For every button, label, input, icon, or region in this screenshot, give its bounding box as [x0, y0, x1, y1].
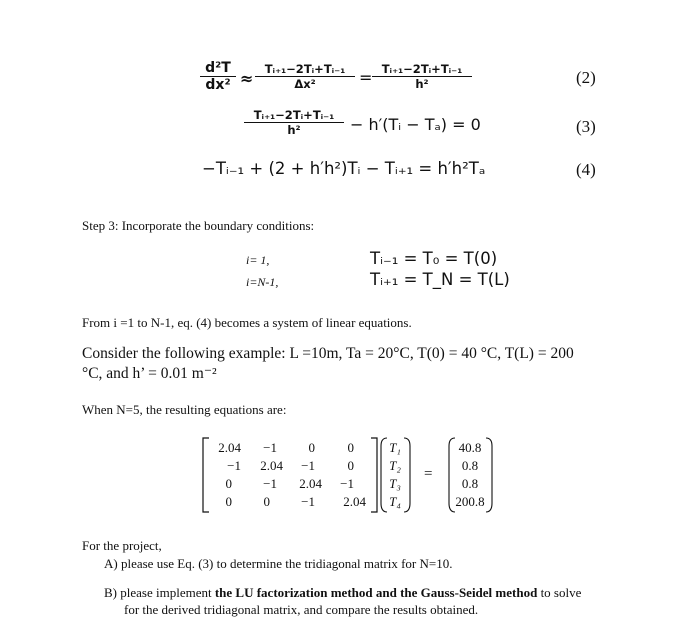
matrix-cell: −1	[340, 476, 354, 491]
eq2-number: (2)	[576, 68, 596, 87]
matrix-cell: −1	[263, 440, 277, 455]
matrix-cell: 0	[263, 494, 270, 509]
task-b-methods: the LU factorization method and the Gauss-Seidel method	[214, 585, 538, 600]
matrix-cell: 2.04	[299, 476, 322, 491]
eq4-expression: −Tᵢ₋₁ + (2 + h′h²)Tᵢ − Tᵢ₊₁ = h′h²Tₐ	[202, 159, 486, 178]
matrix-cell: 2.04	[260, 458, 283, 473]
rhs-entry: 0.8	[461, 476, 479, 491]
project-task-b-line2: for the derived tridiagonal matrix, and compare the results obtained.	[124, 602, 479, 617]
boundary-cond2-expr: Tᵢ₊₁ = T_N = T(L)	[370, 270, 510, 289]
matrix-cell: 0	[308, 440, 315, 455]
project-task-b-line1	[104, 585, 581, 601]
matrix-right-bracket	[371, 438, 377, 512]
matrix-cell: 0	[225, 476, 232, 491]
matrix-cell: −1	[227, 458, 241, 473]
example-line-1: Consider the following example: L =10m, Ta = 20°C, T(0) = 40 °C, T(L) = 200	[82, 345, 574, 362]
eq2-lhs-denominator: dx²	[200, 76, 236, 93]
eq2-equals-sign: =	[359, 68, 373, 87]
matrix-cell: 2.04	[218, 440, 241, 455]
eq2-lhs-numerator: d²T	[205, 60, 231, 76]
matrix-cell: −1	[301, 458, 315, 473]
variable-entry: T₁	[389, 440, 401, 455]
matrix-cell: 0	[225, 494, 232, 509]
boundary-cond2-label: i=N-1,	[246, 275, 279, 289]
task-b-suffix: to solve	[537, 585, 582, 600]
example-line-2: °C, and h’ = 0.01 m⁻²	[82, 365, 217, 382]
eq3-rest: − h′(Tᵢ − Tₐ) = 0	[350, 115, 481, 134]
rhs-entry: 200.8	[455, 494, 485, 509]
variable-entry: T₄	[389, 494, 401, 509]
system-description: From i =1 to N-1, eq. (4) becomes a system of linear equations.	[82, 315, 412, 330]
task-b-prefix: B) please implement	[104, 585, 215, 600]
eq2-middle-denominator: Δx²	[255, 76, 355, 91]
eq2-middle-fraction	[255, 62, 355, 91]
eq3-denominator: h²	[244, 122, 344, 137]
eq2-approx-sign: ≈	[240, 69, 254, 88]
matrix-cell: −1	[263, 476, 277, 491]
resulting-equations-intro: When N=5, the resulting equations are:	[82, 402, 287, 417]
matrix-cell: 0	[347, 440, 354, 455]
variable-entry: T₃	[389, 476, 401, 491]
eq2-rhs-numerator: Tᵢ₊₁−2Tᵢ+Tᵢ₋₁	[381, 62, 463, 76]
rhs-entry: 40.8	[458, 440, 482, 455]
matrix-equals-sign: =	[424, 466, 433, 482]
matrix-cell: 0	[347, 458, 354, 473]
eq4-number: (4)	[576, 160, 596, 179]
eq2-lhs-fraction	[200, 60, 236, 93]
boundary-cond1-expr: Tᵢ₋₁ = T₀ = T(0)	[370, 249, 498, 268]
step3-heading: Step 3: Incorporate the boundary conditions:	[82, 218, 315, 233]
eq2-middle-numerator: Tᵢ₊₁−2Tᵢ+Tᵢ₋₁	[264, 62, 346, 76]
matrix-cell: −1	[301, 494, 315, 509]
project-intro: For the project,	[82, 538, 162, 553]
eq2-rhs-fraction	[372, 62, 472, 91]
eq2-rhs-denominator: h²	[372, 76, 472, 91]
eq3-fraction	[244, 108, 344, 137]
project-task-a: A) please use Eq. (3) to determine the tridiagonal matrix for N=10.	[104, 556, 453, 571]
eq3-numerator: Tᵢ₊₁−2Tᵢ+Tᵢ₋₁	[253, 108, 335, 122]
eq3-number: (3)	[576, 117, 596, 136]
boundary-cond1-label: i= 1,	[246, 253, 270, 267]
matrix-cell: 2.04	[343, 494, 366, 509]
rhs-entry: 0.8	[461, 458, 479, 473]
variable-entry: T₂	[389, 458, 401, 473]
